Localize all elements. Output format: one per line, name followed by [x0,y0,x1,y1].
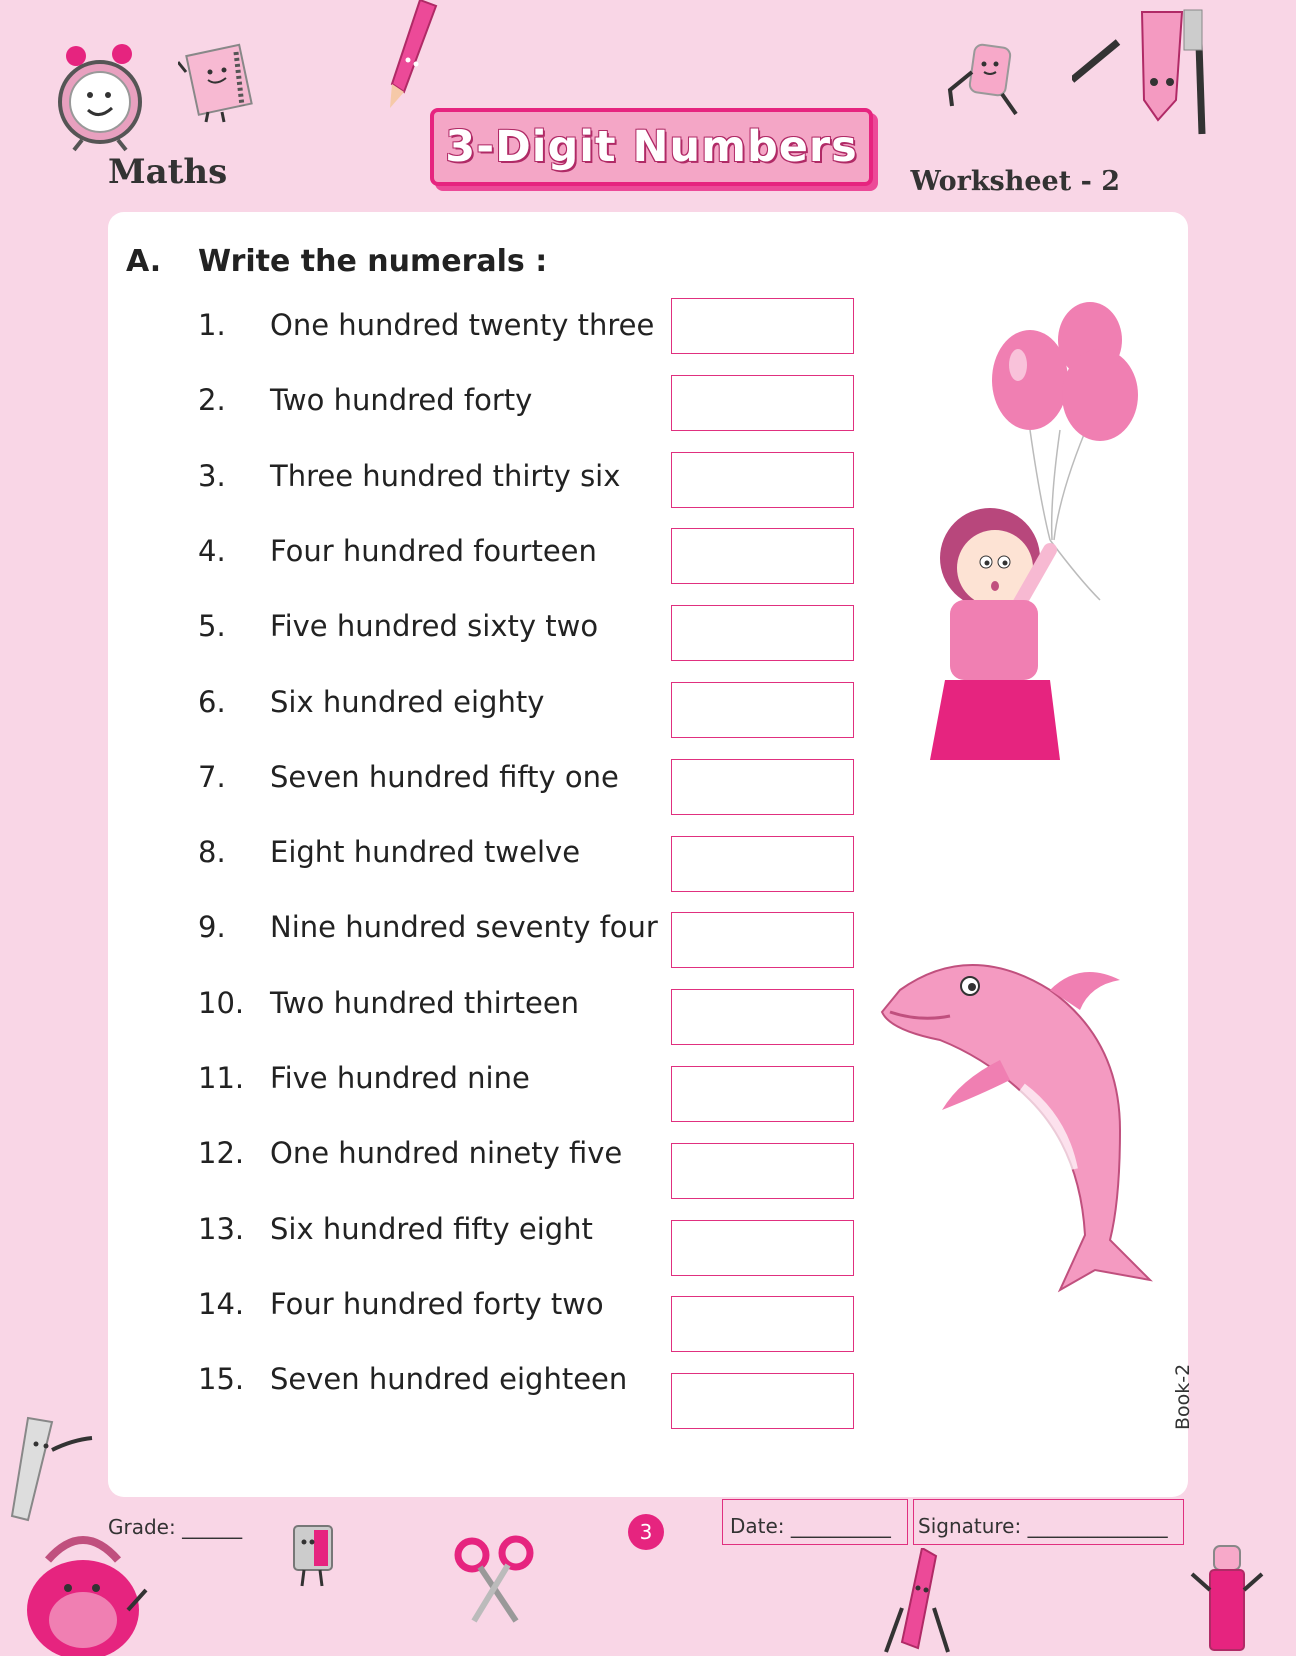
section-title: Write the numerals : [198,244,548,279]
signature-label: Signature: ______________ [918,1514,1168,1538]
question-text: Eight hundred twelve [270,835,581,870]
answer-box[interactable] [671,989,854,1045]
question-number: 14. [198,1286,245,1321]
school-bag-icon [18,1520,148,1656]
question-number: 9. [198,910,226,945]
question-text: Six hundred eighty [270,684,545,719]
question-number: 5. [198,609,226,644]
question-number: 2. [198,383,226,418]
answer-box[interactable] [671,298,854,354]
question-text: Four hundred fourteen [270,533,597,568]
answer-box[interactable] [671,452,854,508]
answer-box[interactable] [671,836,854,892]
question-number: 11. [198,1061,245,1095]
alarm-clock-icon [52,40,152,152]
answer-box[interactable] [671,1296,854,1352]
question-number: 3. [198,458,226,493]
question-number: 7. [198,759,226,794]
question-number: 15. [198,1362,245,1397]
worksheet-number: Worksheet - 2 [910,166,1120,197]
answer-box[interactable] [671,682,854,738]
pencil-icon [384,0,444,110]
book-label: Book-2 [1172,1363,1194,1430]
question-text: One hundred ninety five [270,1136,623,1171]
question-number: 10. [198,985,245,1020]
question-number: 12. [198,1136,245,1171]
question-text: Five hundred sixty two [270,609,599,644]
question-text: Six hundred fifty eight [270,1211,593,1246]
question-text: Five hundred nine [270,1061,530,1095]
eraser-icon [946,42,1030,118]
crayon-icon [884,1548,954,1656]
answer-box[interactable] [671,759,854,815]
date-box [722,1499,908,1545]
answer-box[interactable] [671,1373,854,1429]
question-number: 13. [198,1211,245,1246]
dolphin-illustration [880,950,1170,1310]
question-text: One hundred twenty three [270,308,655,342]
signature-box [913,1499,1184,1545]
ruler-icon [8,1410,96,1530]
answer-box[interactable] [671,528,854,584]
question-text: Two hundred thirteen [270,985,580,1020]
answer-box[interactable] [671,605,854,661]
subject-label: Maths [108,152,228,192]
question-text: Three hundred thirty six [270,458,621,493]
question-text: Seven hundred fifty one [270,759,619,794]
answer-box[interactable] [671,1220,854,1276]
section-letter: A. [126,244,162,279]
girl-with-balloons-illustration [900,300,1190,760]
question-text: Four hundred forty two [270,1286,604,1321]
answer-box[interactable] [671,912,854,968]
grade-label: Grade: ______ [108,1515,243,1539]
notepad-icon [178,42,262,124]
answer-box[interactable] [671,1143,854,1199]
question-text: Nine hundred seventy four [270,910,658,945]
question-number: 6. [198,684,226,719]
answer-box[interactable] [671,1066,854,1122]
question-number: 4. [198,533,226,568]
scissors-icon [454,1535,534,1625]
question-number: 1. [198,308,226,342]
sharpener-icon [284,1520,344,1590]
question-text: Seven hundred eighteen [270,1362,628,1397]
worksheet-title-banner [430,108,873,186]
page-title: 3-Digit Numbers [445,122,858,172]
glue-stick-icon [1190,1540,1270,1656]
date-label: Date: __________ [730,1514,891,1538]
pencil-ruler-icon [1072,8,1212,138]
question-number: 8. [198,835,226,870]
page-number: 3 [639,1520,653,1544]
question-text: Two hundred forty [270,383,533,418]
answer-box[interactable] [671,375,854,431]
